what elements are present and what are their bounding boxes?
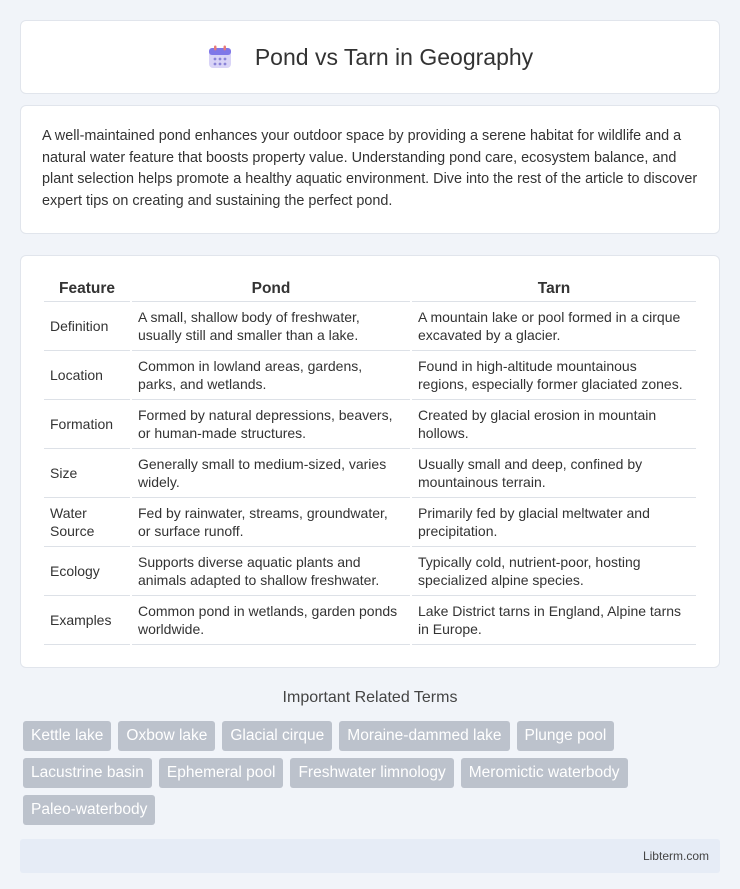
header-pond: Pond	[132, 276, 410, 302]
comparison-table-card	[20, 255, 720, 668]
cell-feature: Location	[44, 351, 130, 400]
cell-pond: Common pond in wetlands, garden ponds worldwide.	[132, 596, 410, 645]
table-row	[44, 547, 696, 596]
tag-ephemeral-pool[interactable]: Ephemeral pool	[159, 758, 284, 788]
intro-text: A well-maintained pond enhances your outdoor space by providing a serene habitat for wildlife and a natural water feature that boosts property value. Understanding pond care, ecosystem balance, and plant selection helps promote a healthy aquatic environment. Dive into the rest of the article to discover expert tips on creating and sustaining the perfect pond.	[42, 128, 698, 209]
footer	[20, 839, 720, 873]
cell-tarn: A mountain lake or pool formed in a cirque excavated by a glacier.	[412, 302, 696, 351]
comparison-table	[42, 276, 698, 645]
cell-feature: Examples	[44, 596, 130, 645]
table-row	[44, 400, 696, 449]
cell-tarn: Found in high-altitude mountainous regions, especially former glaciated zones.	[412, 351, 696, 400]
tag-lacustrine-basin[interactable]: Lacustrine basin	[23, 758, 152, 788]
table-row	[44, 596, 696, 645]
cell-tarn: Usually small and deep, confined by mountainous terrain.	[412, 449, 696, 498]
header-tarn: Tarn	[412, 276, 696, 302]
table-row	[44, 302, 696, 351]
cell-pond: Fed by rainwater, streams, groundwater, or surface runoff.	[132, 498, 410, 547]
tag-moraine-dammed-lake[interactable]: Moraine-dammed lake	[339, 721, 509, 751]
tag-glacial-cirque[interactable]: Glacial cirque	[222, 721, 332, 751]
cell-tarn: Created by glacial erosion in mountain hollows.	[412, 400, 696, 449]
tag-oxbow-lake[interactable]: Oxbow lake	[118, 721, 215, 751]
cell-feature: Definition	[44, 302, 130, 351]
cell-pond: Formed by natural depressions, beavers, or human-made structures.	[132, 400, 410, 449]
tag-plunge-pool[interactable]: Plunge pool	[517, 721, 615, 751]
tag-kettle-lake[interactable]: Kettle lake	[23, 721, 111, 751]
table-header-row	[44, 276, 696, 302]
tag-freshwater-limnology[interactable]: Freshwater limnology	[290, 758, 453, 788]
cell-pond: A small, shallow body of freshwater, usually still and smaller than a lake.	[132, 302, 410, 351]
related-terms-title: Important Related Terms	[282, 689, 458, 706]
cell-feature: Size	[44, 449, 130, 498]
tag-paleo-waterbody[interactable]: Paleo-waterbody	[23, 795, 155, 825]
header-feature: Feature	[44, 276, 130, 302]
related-terms-tags	[23, 721, 703, 832]
calendar-icon	[207, 44, 233, 70]
footer-site-link[interactable]: Libterm.com	[642, 849, 709, 863]
cell-pond: Common in lowland areas, gardens, parks, and wetlands.	[132, 351, 410, 400]
page-title: Pond vs Tarn in Geography	[254, 43, 534, 70]
cell-tarn: Typically cold, nutrient-poor, hosting specialized alpine species.	[412, 547, 696, 596]
cell-pond: Supports diverse aquatic plants and animals adapted to shallow freshwater.	[132, 547, 410, 596]
table-row	[44, 351, 696, 400]
intro-card	[20, 105, 720, 234]
table-row	[44, 449, 696, 498]
cell-tarn: Lake District tarns in England, Alpine tarns in Europe.	[412, 596, 696, 645]
cell-feature: Formation	[44, 400, 130, 449]
cell-feature: Water Source	[44, 498, 130, 547]
table-row	[44, 498, 696, 547]
cell-pond: Generally small to medium-sized, varies widely.	[132, 449, 410, 498]
title-card	[20, 20, 720, 94]
cell-tarn: Primarily fed by glacial meltwater and precipitation.	[412, 498, 696, 547]
tag-meromictic-waterbody[interactable]: Meromictic waterbody	[461, 758, 628, 788]
cell-feature: Ecology	[44, 547, 130, 596]
